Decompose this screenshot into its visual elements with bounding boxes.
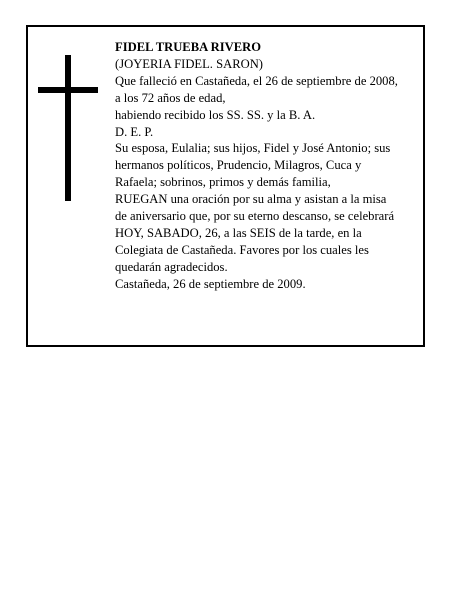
notice-line-request-3: HOY, SABADO, 26, a las SEIS de la tarde, en la: [115, 225, 362, 240]
notice-line-thanks: quedarán agradecidos.: [115, 259, 228, 274]
cross-icon: [38, 55, 98, 201]
notice-line-dateline: Castañeda, 26 de septiembre de 2009.: [115, 276, 306, 291]
notice-line-family-1: Su esposa, Eulalia; sus hijos, Fidel y José Antonio; sus: [115, 141, 391, 156]
notice-line-sacraments: habiendo recibido los SS. SS. y la B. A.: [115, 107, 316, 122]
notice-text: [115, 39, 420, 293]
cross-horizontal-bar: [38, 87, 98, 93]
notice-line-business: (JOYERIA FIDEL. SARON): [115, 56, 263, 71]
notice-line-family-3: Rafaela; sobrinos, primos y demás familia,: [115, 175, 331, 190]
notice-line-request-4: Colegiata de Castañeda. Favores por los cuales les: [115, 242, 369, 257]
notice-line-request-1: RUEGAN una oración por su alma y asistan a la misa: [115, 192, 387, 207]
deceased-name: FIDEL TRUEBA RIVERO: [115, 40, 262, 54]
notice-line-rip: D. E. P.: [115, 124, 154, 139]
notice-line-family-2: hermanos políticos, Prudencio, Milagros, Cuca y: [115, 158, 362, 173]
obituary-notice: [26, 25, 425, 347]
notice-line-request-2: de aniversario que, por su eterno descanso, se celebrará: [115, 209, 395, 224]
notice-line-death: Que falleció en Castañeda, el 26 de septiembre de 2008,: [115, 73, 398, 88]
cross-vertical-bar: [65, 55, 71, 201]
notice-line-age: a los 72 años de edad,: [115, 90, 226, 105]
